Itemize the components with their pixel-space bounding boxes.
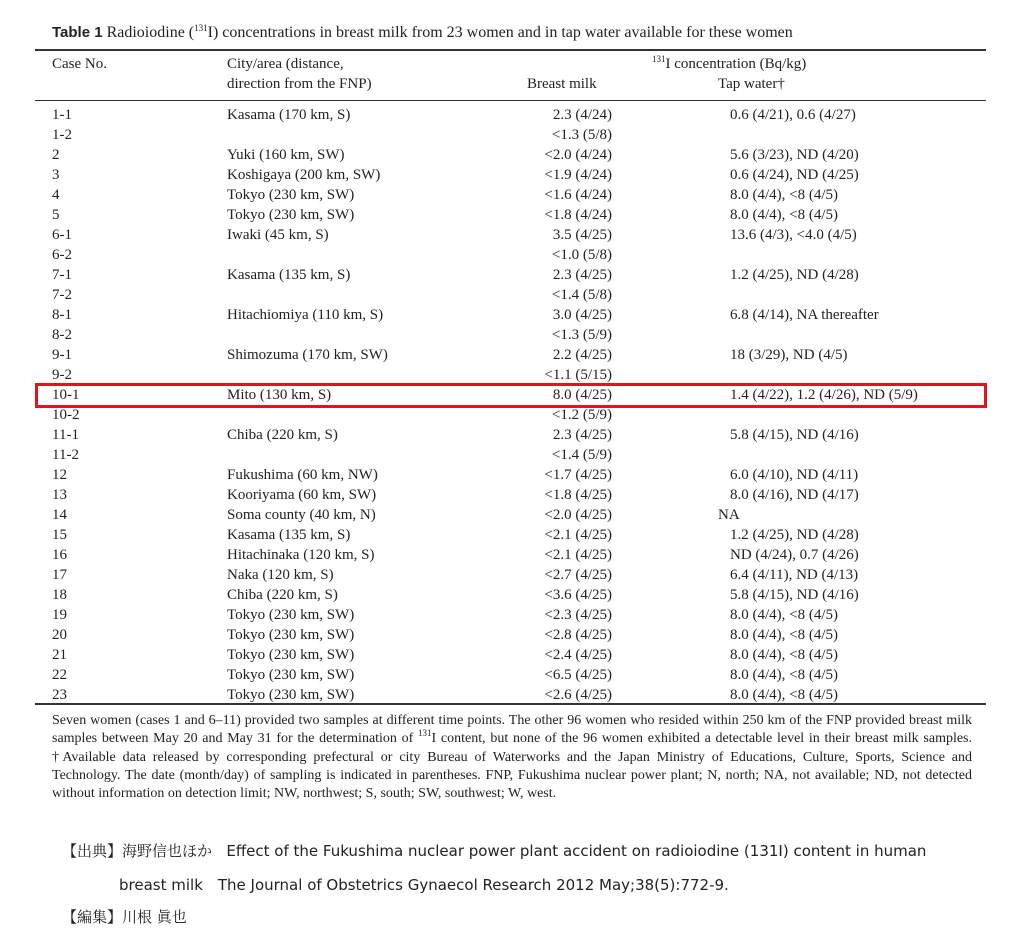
case-cell: 18 bbox=[52, 587, 67, 603]
tap-water-cell: 8.0 (4/4), <8 (4/5) bbox=[730, 647, 839, 663]
breast-milk-cell: 3.5 (4/25) bbox=[552, 227, 612, 243]
editor-label: 【編集】 bbox=[62, 908, 123, 926]
breast-milk-cell: <1.4 (5/8) bbox=[551, 287, 612, 303]
breast-milk-cell: <1.6 (4/24) bbox=[544, 187, 612, 203]
editor-name: 川根 眞也 bbox=[122, 908, 187, 926]
breast-milk-cell: <1.1 (5/15) bbox=[544, 367, 612, 383]
table-row bbox=[0, 225, 1024, 245]
case-cell: 11-2 bbox=[52, 447, 79, 463]
city-cell: Tokyo (230 km, SW) bbox=[227, 187, 355, 203]
source-title: Effect of the Fukushima nuclear power plant accident on radioiodine (131I) content in human bbox=[226, 842, 927, 860]
table-row bbox=[0, 365, 1024, 385]
case-cell: 10-1 bbox=[52, 387, 80, 403]
city-cell: Kasama (135 km, S) bbox=[227, 527, 351, 543]
title-text: Radioiodine ( bbox=[106, 24, 195, 41]
breast-milk-cell: <2.8 (4/25) bbox=[544, 627, 612, 643]
table-row bbox=[0, 645, 1024, 665]
tap-water-cell: 0.6 (4/24), ND (4/25) bbox=[730, 167, 859, 183]
breast-milk-cell: <2.1 (4/25) bbox=[544, 547, 612, 563]
city-cell: Hitachinaka (120 km, S) bbox=[227, 547, 375, 563]
breast-milk-cell: <1.3 (5/9) bbox=[551, 327, 612, 343]
table-row bbox=[0, 445, 1024, 465]
breast-milk-cell: <1.0 (5/8) bbox=[551, 247, 612, 263]
tap-water-cell: 8.0 (4/16), ND (4/17) bbox=[730, 487, 859, 503]
breast-milk-cell: 3.0 (4/25) bbox=[552, 307, 612, 323]
case-cell: 20 bbox=[52, 627, 67, 643]
header-case: Case No. bbox=[52, 56, 107, 72]
breast-milk-cell: <2.3 (4/25) bbox=[544, 607, 612, 623]
case-cell: 7-2 bbox=[52, 287, 72, 303]
table-footnote bbox=[52, 712, 972, 803]
table-row bbox=[0, 265, 1024, 285]
table-row bbox=[0, 245, 1024, 265]
table-row bbox=[0, 425, 1024, 445]
city-cell: Tokyo (230 km, SW) bbox=[227, 647, 355, 663]
case-cell: 17 bbox=[52, 567, 67, 583]
case-cell: 5 bbox=[52, 207, 60, 223]
breast-milk-cell: <2.7 (4/25) bbox=[544, 567, 612, 583]
case-cell: 8-2 bbox=[52, 327, 72, 343]
case-cell: 13 bbox=[52, 487, 67, 503]
tap-water-cell: 8.0 (4/4), <8 (4/5) bbox=[730, 607, 839, 623]
city-cell: Yuki (160 km, SW) bbox=[227, 147, 345, 163]
tap-water-cell: 1.2 (4/25), ND (4/28) bbox=[730, 267, 859, 283]
case-cell: 11-1 bbox=[52, 427, 79, 443]
city-cell: Shimozuma (170 km, SW) bbox=[227, 347, 388, 363]
bottom-rule bbox=[35, 703, 986, 705]
table-row bbox=[0, 525, 1024, 545]
breast-milk-cell: <1.4 (5/9) bbox=[551, 447, 612, 463]
breast-milk-cell: <1.2 (5/9) bbox=[551, 407, 612, 423]
city-cell: Kooriyama (60 km, SW) bbox=[227, 487, 377, 503]
city-cell: Kasama (135 km, S) bbox=[227, 267, 351, 283]
city-cell: Koshigaya (200 km, SW) bbox=[227, 167, 381, 183]
tap-water-cell: 6.4 (4/11), ND (4/13) bbox=[730, 567, 859, 583]
city-cell: Tokyo (230 km, SW) bbox=[227, 607, 355, 623]
city-cell: Tokyo (230 km, SW) bbox=[227, 207, 355, 223]
table-row bbox=[0, 165, 1024, 185]
table-row bbox=[0, 145, 1024, 165]
breast-milk-cell: <6.5 (4/25) bbox=[544, 667, 612, 683]
table-row bbox=[0, 325, 1024, 345]
tap-water-cell: 6.8 (4/14), NA thereafter bbox=[730, 307, 879, 323]
tap-water-cell: 8.0 (4/4), <8 (4/5) bbox=[730, 667, 839, 683]
case-cell: 2 bbox=[52, 147, 60, 163]
breast-milk-cell: <1.9 (4/24) bbox=[544, 167, 612, 183]
breast-milk-cell: <1.8 (4/25) bbox=[544, 487, 612, 503]
table-row bbox=[0, 345, 1024, 365]
city-cell: Hitachiomiya (110 km, S) bbox=[227, 307, 384, 323]
case-cell: 7-1 bbox=[52, 267, 72, 283]
title-sup: 131 bbox=[194, 23, 208, 33]
city-cell: Chiba (220 km, S) bbox=[227, 587, 338, 603]
source-label: 【出典】 bbox=[62, 842, 123, 860]
breast-milk-cell: 8.0 (4/25) bbox=[552, 387, 612, 403]
case-cell: 10-2 bbox=[52, 407, 80, 423]
tap-water-cell: 5.8 (4/15), ND (4/16) bbox=[730, 427, 859, 443]
table-row bbox=[0, 105, 1024, 125]
case-cell: 23 bbox=[52, 687, 67, 703]
breast-milk-cell: <3.6 (4/25) bbox=[544, 587, 612, 603]
case-cell: 9-2 bbox=[52, 367, 72, 383]
table-title bbox=[52, 24, 793, 42]
top-rule bbox=[35, 49, 986, 51]
case-cell: 19 bbox=[52, 607, 67, 623]
tap-water-cell: 8.0 (4/4), <8 (4/5) bbox=[730, 187, 839, 203]
tap-water-cell: 13.6 (4/3), <4.0 (4/5) bbox=[730, 227, 857, 243]
table-row bbox=[0, 125, 1024, 145]
table-row bbox=[0, 665, 1024, 685]
table-row bbox=[0, 285, 1024, 305]
breast-milk-cell: <2.0 (4/25) bbox=[544, 507, 612, 523]
header-sup: 131 bbox=[652, 54, 666, 64]
tap-water-cell: 1.2 (4/25), ND (4/28) bbox=[730, 527, 859, 543]
tap-water-cell: 8.0 (4/4), <8 (4/5) bbox=[730, 207, 839, 223]
city-cell: Tokyo (230 km, SW) bbox=[227, 667, 355, 683]
case-cell: 3 bbox=[52, 167, 60, 183]
highlight-box bbox=[35, 383, 987, 408]
tap-water-cell: 1.4 (4/22), 1.2 (4/26), ND (5/9) bbox=[730, 387, 918, 403]
header-rule bbox=[35, 100, 986, 101]
breast-milk-cell: <1.3 (5/8) bbox=[551, 127, 612, 143]
breast-milk-cell: <1.8 (4/24) bbox=[544, 207, 612, 223]
table-row bbox=[0, 585, 1024, 605]
breast-milk-cell: <2.0 (4/24) bbox=[544, 147, 612, 163]
tap-water-cell: 8.0 (4/4), <8 (4/5) bbox=[730, 687, 839, 703]
table-row bbox=[0, 485, 1024, 505]
table-row bbox=[0, 565, 1024, 585]
header-breast-milk: Breast milk bbox=[527, 76, 597, 92]
case-cell: 1-2 bbox=[52, 127, 72, 143]
header-concentration bbox=[652, 56, 806, 73]
city-cell: Soma county (40 km, N) bbox=[227, 507, 376, 523]
title-text-post: I) concentrations in breast milk from 23 women and in tap water available for these women bbox=[207, 24, 793, 41]
source-line-1 bbox=[62, 840, 926, 861]
breast-milk-cell: 2.2 (4/25) bbox=[552, 347, 612, 363]
case-cell: 6-1 bbox=[52, 227, 72, 243]
table-label: Table 1 bbox=[52, 24, 103, 41]
source-authors: 海野信也ほか bbox=[122, 842, 213, 860]
case-cell: 15 bbox=[52, 527, 67, 543]
city-cell: Kasama (170 km, S) bbox=[227, 107, 351, 123]
tap-water-cell: 18 (3/29), ND (4/5) bbox=[730, 347, 848, 363]
table-row bbox=[0, 465, 1024, 485]
tap-water-cell: 8.0 (4/4), <8 (4/5) bbox=[730, 627, 839, 643]
tap-water-cell: 6.0 (4/10), ND (4/11) bbox=[730, 467, 859, 483]
case-cell: 22 bbox=[52, 667, 67, 683]
tap-water-cell: 5.8 (4/15), ND (4/16) bbox=[730, 587, 859, 603]
city-cell: Iwaki (45 km, S) bbox=[227, 227, 329, 243]
table-row bbox=[0, 405, 1024, 425]
table-row bbox=[0, 205, 1024, 225]
breast-milk-cell: 2.3 (4/25) bbox=[552, 427, 612, 443]
tap-water-cell: NA bbox=[718, 507, 740, 523]
case-cell: 16 bbox=[52, 547, 67, 563]
city-cell: Tokyo (230 km, SW) bbox=[227, 627, 355, 643]
table-row bbox=[0, 545, 1024, 565]
city-cell: Chiba (220 km, S) bbox=[227, 427, 338, 443]
case-cell: 6-2 bbox=[52, 247, 72, 263]
tap-water-cell: ND (4/24), 0.7 (4/26) bbox=[730, 547, 859, 563]
city-cell: Naka (120 km, S) bbox=[227, 567, 334, 583]
case-cell: 12 bbox=[52, 467, 67, 483]
table-row bbox=[0, 685, 1024, 705]
note-sup: 131 bbox=[418, 728, 432, 739]
breast-milk-cell: 2.3 (4/25) bbox=[552, 267, 612, 283]
case-cell: 14 bbox=[52, 507, 67, 523]
tap-water-cell: 0.6 (4/21), 0.6 (4/27) bbox=[730, 107, 856, 123]
tap-water-cell: 5.6 (3/23), ND (4/20) bbox=[730, 147, 859, 163]
breast-milk-cell: <2.1 (4/25) bbox=[544, 527, 612, 543]
table-row bbox=[0, 625, 1024, 645]
breast-milk-cell: <1.7 (4/25) bbox=[544, 467, 612, 483]
source-line-2: breast milk The Journal of Obstetrics Gynaecol Research 2012 May;38(5):772-9. bbox=[119, 876, 729, 894]
table-row bbox=[0, 505, 1024, 525]
editor-line bbox=[62, 906, 187, 927]
breast-milk-cell: 2.3 (4/24) bbox=[552, 107, 612, 123]
table-row bbox=[0, 305, 1024, 325]
case-cell: 21 bbox=[52, 647, 67, 663]
city-cell: Mito (130 km, S) bbox=[227, 387, 332, 403]
case-cell: 1-1 bbox=[52, 107, 72, 123]
breast-milk-cell: <2.6 (4/25) bbox=[544, 687, 612, 703]
city-cell: Tokyo (230 km, SW) bbox=[227, 687, 355, 703]
case-cell: 9-1 bbox=[52, 347, 72, 363]
header-city-1: City/area (distance, bbox=[227, 56, 344, 72]
breast-milk-cell: <2.4 (4/25) bbox=[544, 647, 612, 663]
note-text: Seven women (cases 1 and 6–11) provided two samples at different time points. The other 96 women who resided within 250 km of the FNP provided breast milk samples between May 20 and May 31 for the determination of bbox=[52, 713, 972, 747]
header-city-2: direction from the FNP) bbox=[227, 76, 372, 92]
header-tap-water: Tap water† bbox=[718, 76, 785, 92]
table-row bbox=[0, 605, 1024, 625]
header-conc-text: I concentration (Bq/kg) bbox=[665, 56, 807, 72]
case-cell: 8-1 bbox=[52, 307, 72, 323]
table-row bbox=[0, 185, 1024, 205]
note-text-post: I content, but none of the 96 women exhibited a detectable level in their breast milk samples. †Available data released by corresponding prefectural or city Bureau of Waterworks and the Japan Ministry of Educations, Culture, Sports, Science and Technology. The date (month/day) of sampling is indicated in parentheses. FNP, Fukushima nuclear power plant; N, north; NA, not available; ND, not detected without information on detection limit; NW, northwest; S, south; SW, southwest; W, west. bbox=[52, 731, 973, 802]
city-cell: Fukushima (60 km, NW) bbox=[227, 467, 378, 483]
case-cell: 4 bbox=[52, 187, 60, 203]
